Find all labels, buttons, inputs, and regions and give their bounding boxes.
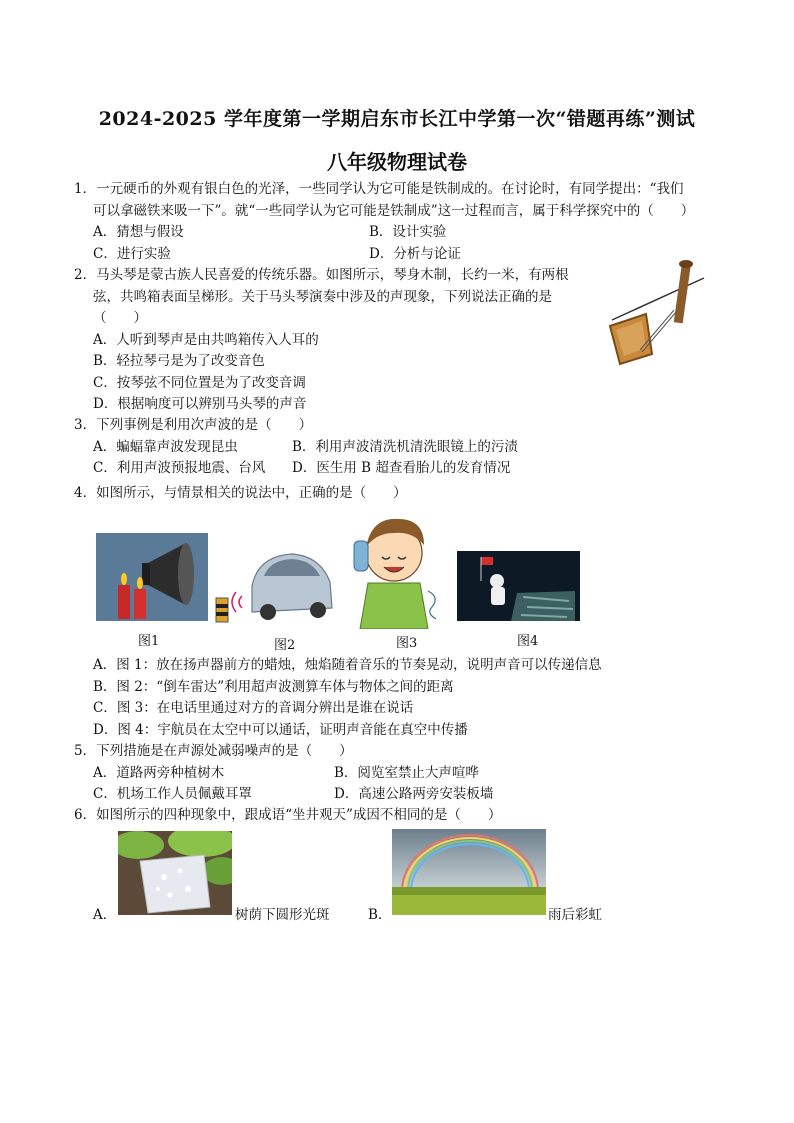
q2-stem-line1: 2．马头琴是蒙古族人民喜爱的传统乐器。如图所示，琴身木制，长约一米，有两根 (74, 267, 569, 283)
q5-option-d: D．高速公路两旁安装板墙 (334, 786, 494, 802)
q4-option-d: D．图 4：宇航员在太空中可以通话，证明声音能在真空中传播 (93, 722, 468, 738)
figure3-caption: 图3 (396, 636, 418, 651)
q2-option-c: C．按琴弦不同位置是为了改变音调 (93, 375, 306, 391)
q6-option-b-label: B． (368, 907, 392, 923)
q5-option-a: A．道路两旁种植树木 (93, 765, 225, 781)
q4-option-a: A．图 1：放在扬声器前方的蜡烛，烛焰随着音乐的节奏晃动，说明声音可以传递信息 (93, 657, 602, 673)
q5-stem: 5．下列措施是在声源处减弱噪声的是（ ） (74, 743, 353, 759)
figure2-image (212, 546, 338, 626)
q2-stem-line3: （ ） (93, 310, 147, 326)
q1-option-c: C．进行实验 (93, 246, 171, 262)
q6-stem: 6．如图所示的四种现象中，跟成语“坐井观天”成因不相同的是（ ） (74, 807, 502, 823)
q4-option-c: C．图 3：在电话里通过对方的音调分辨出是谁在说话 (93, 700, 414, 716)
q6-option-a-image (118, 831, 232, 915)
figure2-caption: 图2 (274, 638, 296, 653)
exam-subtitle: 八年级物理试卷 (327, 150, 467, 174)
exam-title: 2024-2025 学年度第一学期启东市长江中学第一次“错题再练”测试 (98, 108, 696, 130)
q6-option-a-label: A． (93, 907, 117, 923)
q2-option-d: D．根据响度可以辨别马头琴的声音 (93, 396, 307, 412)
q4-option-b: B．图 2：“倒车雷达”利用超声波测算车体与物体之间的距离 (93, 679, 454, 695)
q3-option-d: D．医生用 B 超查看胎儿的发育情况 (292, 460, 511, 476)
q5-option-b: B．阅览室禁止大声喧哗 (334, 765, 479, 781)
q1-stem-line1: 1．一元硬币的外观有银白色的光泽，一些同学认为它可能是铁制成的。在讨论时，有同学提出：“我们 (74, 181, 684, 197)
q2-option-b: B．轻拉琴弓是为了改变音色 (93, 353, 265, 369)
q1-option-d: D．分析与论证 (369, 246, 461, 262)
figure3-image (346, 511, 446, 629)
q1-option-b: B．设计实验 (369, 224, 447, 240)
q4-stem: 4．如图所示，与情景相关的说法中，正确的是（ ） (74, 485, 407, 501)
q3-stem: 3．下列事例是利用次声波的是（ ） (74, 417, 313, 433)
q2-stem-line2: 弦，共鸣箱表面呈梯形。关于马头琴演奏中涉及的声现象，下列说法正确的是 (93, 289, 552, 305)
q6-option-b-image (392, 829, 546, 915)
q3-option-b: B．利用声波清洗机清洗眼镜上的污渍 (292, 439, 518, 455)
q2-option-a: A．人听到琴声是由共鸣箱传入人耳的 (93, 332, 319, 348)
figure4-image (457, 551, 580, 621)
q3-option-a: A．蝙蝠靠声波发现昆虫 (93, 439, 238, 455)
q5-option-c: C．机场工作人员佩戴耳罩 (93, 786, 252, 802)
figure1-caption: 图1 (138, 634, 160, 649)
figure4-caption: 图4 (517, 634, 539, 649)
q1-option-a: A．猜想与假设 (93, 224, 184, 240)
figure1-image (96, 533, 208, 621)
q6-option-a-text: 树荫下圆形光斑 (235, 907, 330, 923)
q6-option-b-text: 雨后彩虹 (548, 907, 602, 923)
q1-stem-line2: 可以拿磁铁来吸一下”。就“一些同学认为它可能是铁制成”这一过程而言，属于科学探究中的（ ） (93, 203, 695, 219)
morin-khuur-image (600, 258, 710, 368)
q3-option-c: C．利用声波预报地震、台风 (93, 460, 266, 476)
